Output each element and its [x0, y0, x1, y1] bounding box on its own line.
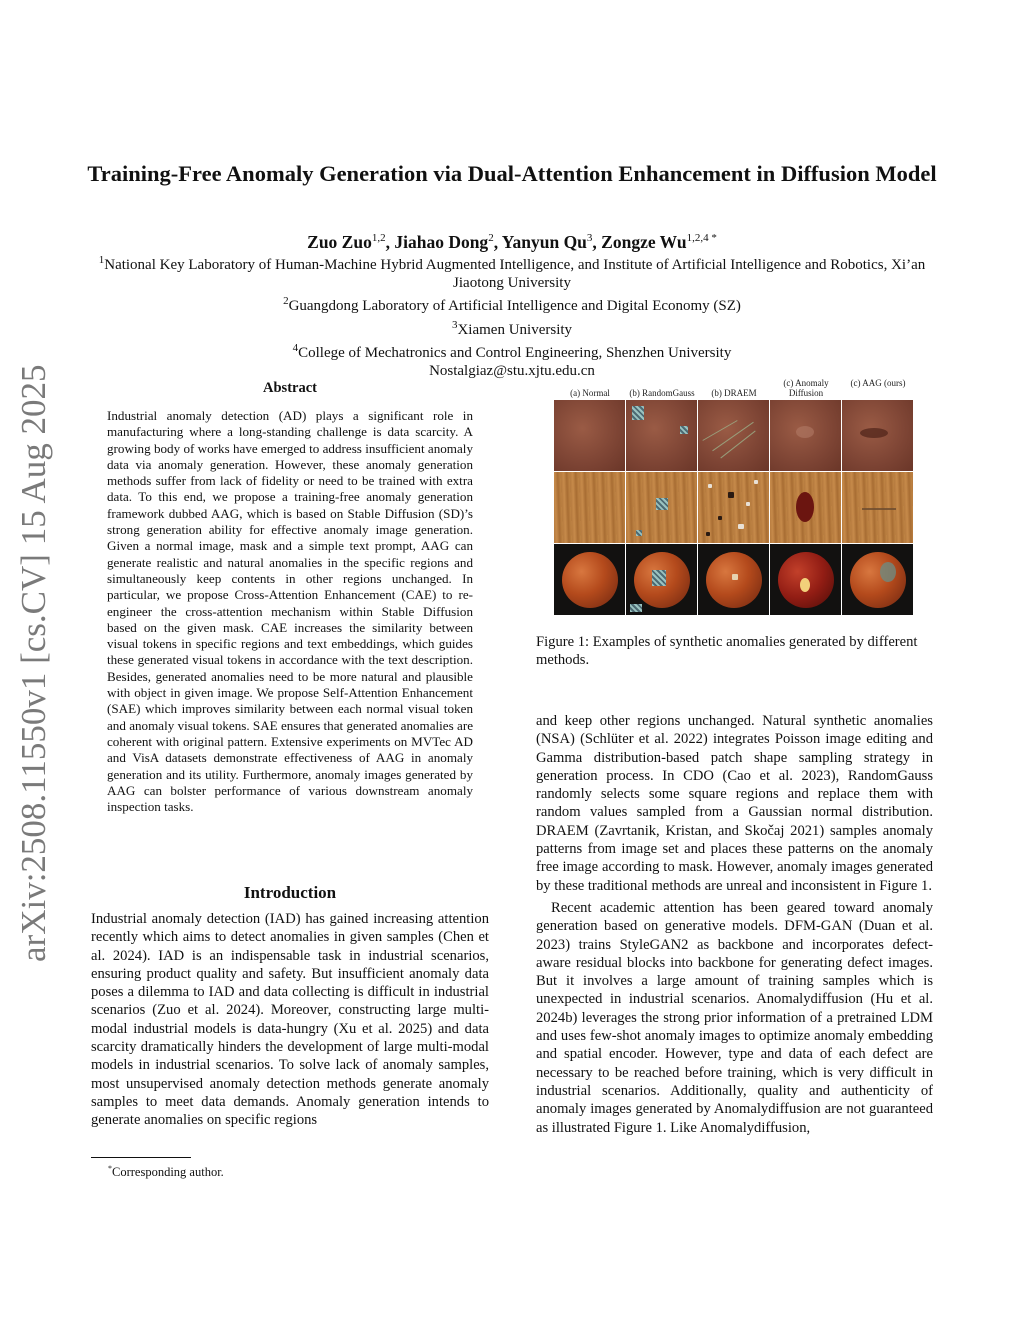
- leather-draem-image: [698, 400, 769, 471]
- hazelnut-normal-image: [554, 544, 625, 615]
- leather-aag-image: [842, 400, 913, 471]
- affiliation: $^1$National Key Laboratory of Human-Machine Hybrid Augmented Intelligence, and Institute of Artificial Intelligence and Robotics, Xi’an Jiaotong University: [98, 254, 926, 292]
- column-label: (c) AAG (ours): [850, 378, 906, 388]
- hazelnut-anomalydiffusion-image: [770, 544, 841, 615]
- arxiv-identifier: arXiv:2508.11550v1 [cs.CV] 15 Aug 2025: [14, 364, 53, 962]
- right-column-body: [536, 712, 933, 1137]
- author-list: [80, 227, 944, 253]
- introduction-text: Industrial anomaly detection (IAD) has gained increasing attention recently which aims to detect anomalies in given samples (Chen et al. 2024). IAD is an indispensable task in industrial scenarios, ensuring product quality and safety. But insufficient anomaly data poses a dilemma to IAD and data collecting is difficult in industrial scenarios (Zuo et al. 2024). Moreover, constructing large multi-modal industrial models is data-hungry (Xu et al. 2025) and data scarcity dramatically hinders the development of large multi-modal models in industrial scenarios. To solve lack of anomaly samples, most unsupervised anomaly detection methods generate anomaly samples to meet data demands. Anomaly generation intends to generate anomalies on specific regions: [91, 911, 489, 1129]
- paragraph: Recent academic attention has been geared toward anomaly generation based on generative models. DFM-GAN (Duan et al. 2023) trains StyleGAN2 as backbone and incorporates defect-aware residual blocks into backbone for generating defect images. But it involves a large amount of training samples which is unexpected in industrial scenarios. Anomalydiffusion (Hu et al. 2024b) leverages the strong prior information of a pretrained LDM and uses few-shot anomaly images to optimize anomaly embedding and spatial encoder. However, type and data of each defect are necessary to be reached before training, which is very difficult in industrial scenarios. Additionally, quality and authenticity of anomaly images generated by Anomalydiffusion are not guaranteed as illustrated Figure 1. Like Anomalydiffusion,: [536, 899, 933, 1136]
- wood-aag-image: [842, 472, 913, 543]
- wood-normal-image: [554, 472, 625, 543]
- leather-randomgauss-image: [626, 400, 697, 471]
- figure-1: [554, 376, 915, 616]
- column-label: (a) Normal: [570, 388, 610, 398]
- affiliation: $^4$College of Mechatronics and Control Engineering, Shenzhen University: [292, 341, 732, 361]
- affiliations: [90, 251, 934, 380]
- column-label: (b) DRAEM: [711, 388, 757, 398]
- abstract-text: Industrial anomaly detection (AD) plays a significant role in manufacturing where a long-standing challenge is data scarcity. A growing body of works have emerged to address insufficient anomaly data via anomaly generation. However, these anomaly generation methods suffer from lack of fidelity or need to be trained with extra data. To this end, we propose a training-free anomaly generation framework dubbed AAG, which is based on Stable Diffusion (SD)’s strong generation ability for effective anomaly image generation. Given a normal image, mask and a simple text prompt, AAG can generate realistic and natural anomalies in the specific regions and simultaneously keep contents in other regions unchanged. In particular, we propose Cross-Attention Enhancement (CAE) to re-engineer the cross-attention mechanism within Stable Diffusion based on the given mask. CAE increases the similarity between visual tokens in specific regions and text embeddings, which guides these generated visual tokens in accordance with the text description. Besides, generated anomalies need to be more natural and plausible with object in given image. We propose Self-Attention Enhancement (SAE) which improves similarity between each normal visual token and anomaly visual tokens. SAE ensures that generated anomalies are coherent with original pattern. Extensive experiments on MVTec AD and VisA datasets demonstrate effectiveness of AAG in anomaly generation and its utility. Furthermore, anomaly images generated by AAG can bolster performance of various downstream anomaly inspection tasks.: [107, 408, 473, 815]
- wood-draem-image: [698, 472, 769, 543]
- paper-title: Training-Free Anomaly Generation via Dual-Attention Enhancement in Diffusion Model: [87, 161, 937, 186]
- footnote: *Corresponding author.: [108, 1164, 224, 1180]
- column-label: (b) RandomGauss: [629, 388, 695, 398]
- leather-anomalydiffusion-image: [770, 400, 841, 471]
- footnote-divider: [91, 1157, 191, 1158]
- author-email: Nostalgiaz@stu.xjtu.edu.cn: [429, 363, 595, 380]
- author: Jiahao Dong$^2$,: [394, 231, 502, 252]
- author: Zuo Zuo$^{1,2}$,: [307, 231, 395, 252]
- introduction-heading: Introduction: [243, 883, 337, 902]
- paragraph: and keep other regions unchanged. Natural synthetic anomalies (NSA) (Schlüter et al. 2022) integrates Poisson image editing and Gamma distribution-based patch shape sampling strategy in generation process. In CDO (Cao et al. 2023), RandomGauss randomly selects some square regions and replace them with random values sampled from a Gaussian normal distribution. DRAEM (Zavrtanik, Kristan, and Skočaj 2021) samples anomaly patterns from image set and places these patterns on the anomaly free image according to mask. However, anomaly images generated by these traditional methods are unreal and inconsistent in Figure 1.: [536, 713, 933, 894]
- hazelnut-aag-image: [842, 544, 913, 615]
- hazelnut-draem-image: [698, 544, 769, 615]
- affiliation: $^3$Xiamen University: [451, 318, 573, 338]
- author: Zongze $Wu^{1,2,4 *}$: [601, 231, 717, 252]
- figure-caption: Figure 1: Examples of synthetic anomalies generated by different methods.: [536, 634, 918, 669]
- wood-anomalydiffusion-image: [770, 472, 841, 543]
- column-label: (c) Anomaly Diffusion: [783, 378, 829, 398]
- author: Yanyun Qu$^3$,: [501, 231, 602, 252]
- hazelnut-randomgauss-image: [626, 544, 697, 615]
- leather-normal-image: [554, 400, 625, 471]
- figure-column-labels: [554, 376, 915, 400]
- affiliation: $^2$Guangdong Laboratory of Artificial Intelligence and Digital Economy (SZ): [283, 295, 741, 315]
- abstract-heading: Abstract: [263, 380, 317, 396]
- wood-randomgauss-image: [626, 472, 697, 543]
- figure-image-grid: [554, 400, 915, 615]
